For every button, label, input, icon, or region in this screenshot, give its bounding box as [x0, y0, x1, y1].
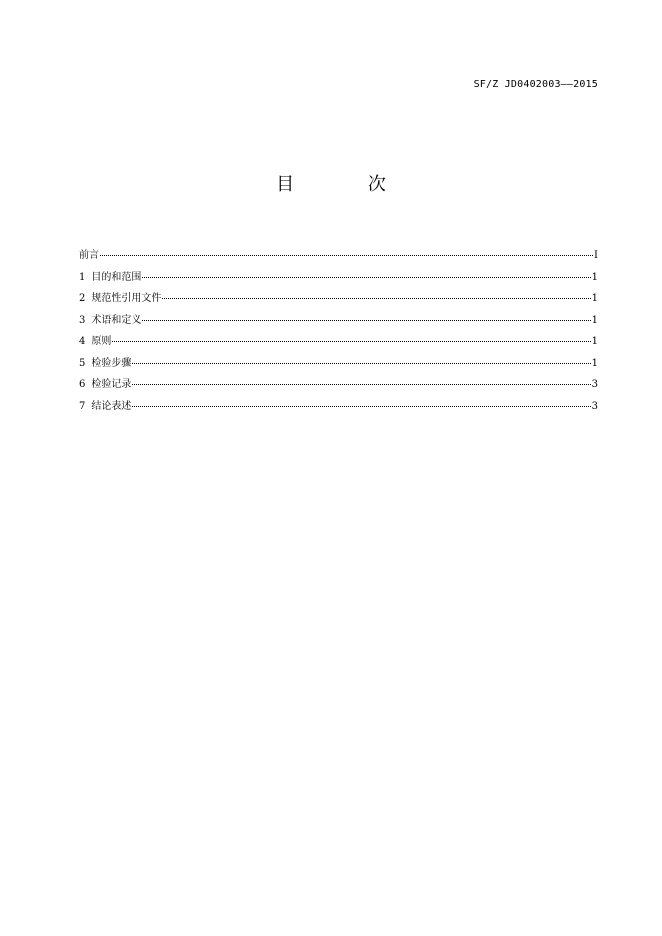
toc-entry-number: 3: [79, 314, 86, 326]
toc-entry-label: 术语和定义: [91, 314, 142, 326]
toc-entry-page: 1: [591, 293, 598, 304]
toc-entry-page: 3: [591, 379, 598, 390]
toc-entry-number: 2: [79, 293, 86, 304]
toc-entry-page: 1: [591, 336, 598, 347]
toc-dot-leader: [132, 384, 590, 385]
toc-entry-preface[interactable]: [79, 249, 598, 271]
table-of-contents: [79, 249, 598, 421]
toc-entry-label: 规范性引用文件: [91, 293, 162, 304]
toc-entry-label: 检验记录: [91, 379, 132, 390]
toc-entry-inspection-steps[interactable]: [79, 357, 598, 379]
toc-dot-leader: [112, 341, 590, 342]
toc-dot-leader: [142, 277, 590, 278]
toc-title: 目 次: [276, 174, 420, 195]
toc-entry-page: 3: [591, 400, 598, 412]
toc-entry-page: I: [594, 250, 598, 261]
document-code: SF/Z JD0402003——2015: [473, 79, 598, 90]
toc-entry-principles[interactable]: [79, 335, 598, 357]
toc-entry-page: 1: [591, 271, 598, 283]
toc-dot-leader: [132, 363, 590, 364]
toc-entry-label: 目的和范围: [91, 271, 142, 283]
toc-dot-leader: [162, 298, 590, 299]
toc-entry-terms-definitions[interactable]: [79, 314, 598, 336]
toc-entry-page: 1: [591, 357, 598, 369]
toc-entry-normative-references[interactable]: [79, 292, 598, 314]
toc-dot-leader: [142, 320, 590, 321]
toc-entry-number: 4: [79, 336, 86, 347]
toc-entry-label: 结论表述: [91, 400, 132, 412]
toc-dot-leader: [100, 255, 593, 256]
toc-dot-leader: [132, 406, 590, 407]
toc-entry-conclusion-statement[interactable]: [79, 400, 598, 422]
toc-entry-number: 6: [79, 379, 86, 390]
toc-entry-number: 1: [79, 271, 86, 283]
toc-entry-label: 原则: [91, 336, 112, 347]
toc-entry-inspection-records[interactable]: [79, 378, 598, 400]
toc-entry-label: 前言: [79, 250, 99, 261]
toc-entry-page: 1: [591, 314, 598, 326]
toc-entry-label: 检验步骤: [91, 357, 132, 369]
toc-entry-number: 7: [79, 400, 86, 412]
toc-entry-scope[interactable]: [79, 271, 598, 293]
toc-entry-number: 5: [79, 357, 86, 369]
